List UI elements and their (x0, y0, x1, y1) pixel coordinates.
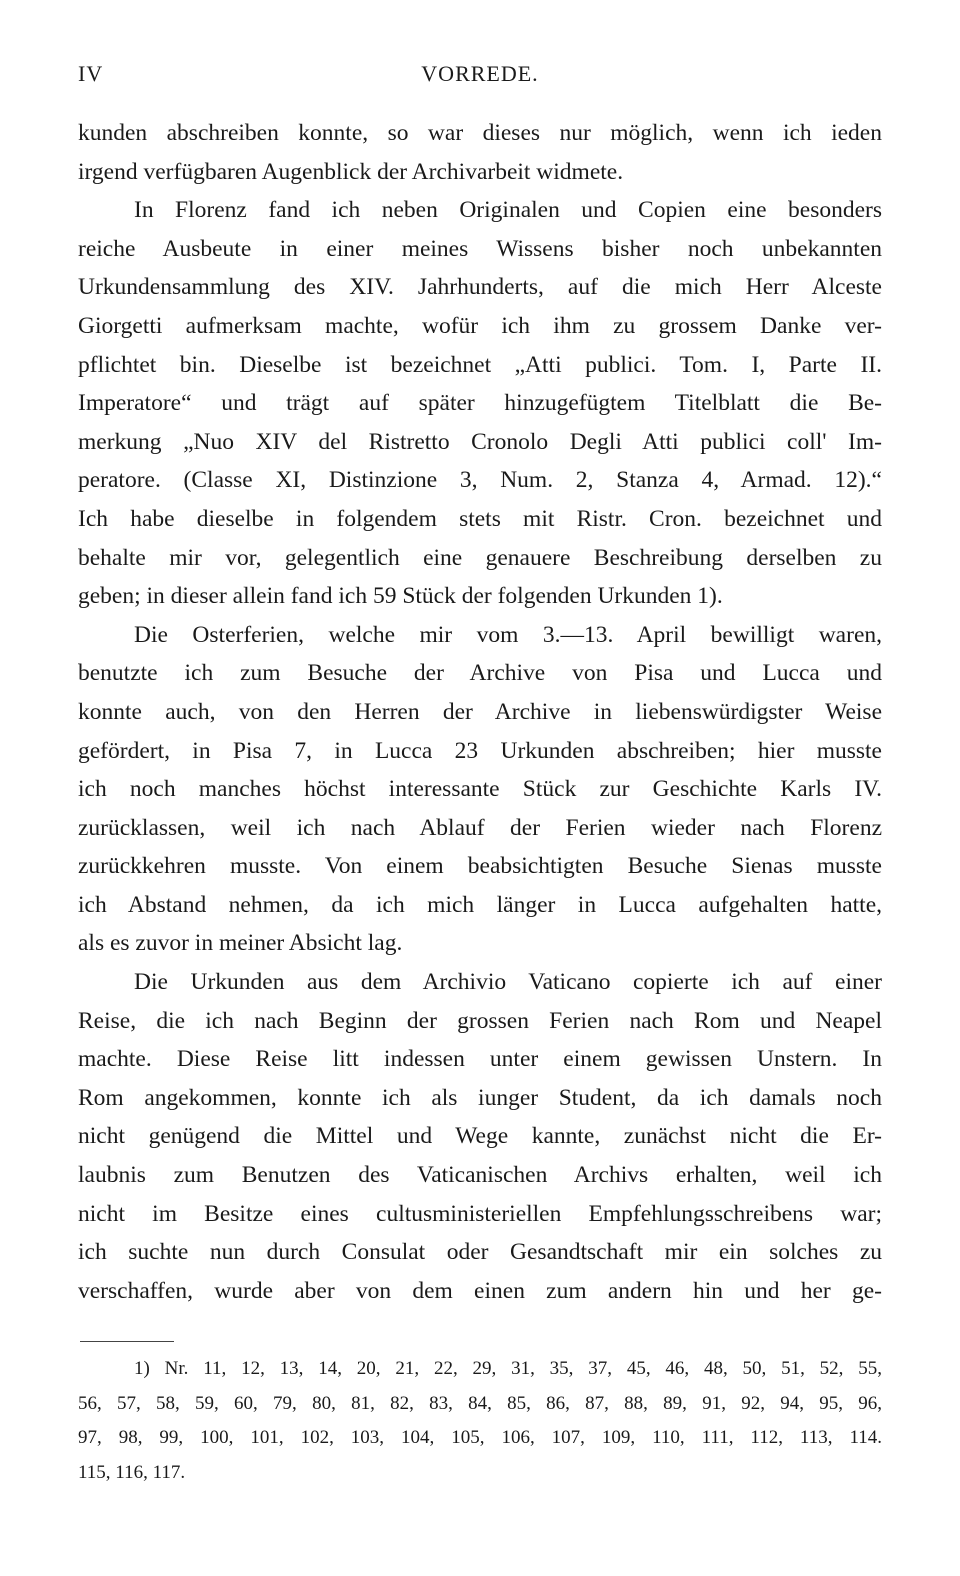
text-line: ich suchte nun durch Consulat oder Gesandtschaft mir ein solches zu (78, 1239, 882, 1266)
text-line: Imperatore“ und trägt auf später hinzugefügtem Titelblatt die Be- (78, 390, 882, 417)
text-line: kunden abschreiben konnte, so war dieses nur möglich, wenn ich ieden (78, 120, 882, 146)
running-title: VORREDE. (421, 61, 539, 86)
footnote-line: 97, 98, 99, 100, 101, 102, 103, 104, 105, 106, 107, 109, 110, 111, 112, 113, 114. (78, 1427, 882, 1448)
text-line: reiche Ausbeute in einer meines Wissens bisher noch unbekannten (78, 235, 882, 262)
text-line: Die Osterferien, welche mir vom 3.—13. April bewilligt waren, (134, 621, 882, 648)
text-line: ich Abstand nehmen, da ich mich länger in Lucca aufgehalten hatte, (78, 891, 882, 918)
text-line: gefördert, in Pisa 7, in Lucca 23 Urkunden abschreiben; hier musste (78, 737, 882, 764)
text-line: behalte mir vor, gelegentlich eine genauere Beschreibung derselben zu (78, 544, 882, 571)
text-line: irgend verfügbaren Augenblick der Archivarbeit widmete. (78, 158, 624, 185)
text-line: nicht genügend die Mittel und Wege kannte, zunächst nicht die Er- (78, 1123, 882, 1150)
text-line: Ich habe dieselbe in folgendem stets mit Ristr. Cron. bezeichnet und (78, 505, 882, 532)
text-line: machte. Diese Reise litt indessen unter einem gewissen Unstern. In (78, 1046, 882, 1073)
text-line: Die Urkunden aus dem Archivio Vaticano copierte ich auf einer (134, 969, 882, 996)
running-head (78, 56, 882, 92)
text-line: pflichtet bin. Dieselbe ist bezeichnet „Atti publici. Tom. I, Parte II. (78, 351, 882, 378)
text-line: merkung „Nuo XIV del Ristretto Cronolo Degli Atti publici coll' Im- (78, 428, 882, 455)
text-line: benutzte ich zum Besuche der Archive von Pisa und Lucca und (78, 660, 882, 687)
text-line: Rom angekommen, konnte ich als iunger Student, da ich damals noch (78, 1084, 882, 1111)
footnote-line: 1) Nr. 11, 12, 13, 14, 20, 21, 22, 29, 31, 35, 37, 45, 46, 48, 50, 51, 52, 55, (134, 1358, 882, 1379)
text-line: laubnis zum Benutzen des Vaticanischen Archivs erhalten, weil ich (78, 1162, 882, 1189)
footnote-divider (80, 1341, 174, 1342)
text-line: nicht im Besitze eines cultusministeriellen Empfehlungsschreibens war; (78, 1200, 882, 1227)
text-line: peratore. (Classe XI, Distinzione 3, Num. 2, Stanza 4, Armad. 12).“ (78, 467, 882, 494)
text-line: ich noch manches höchst interessante Stück zur Geschichte Karls IV. (78, 776, 882, 803)
footnote-line: 115, 116, 117. (78, 1461, 186, 1483)
text-line: In Florenz fand ich neben Originalen und Copien eine besonders (134, 197, 882, 224)
text-line: Giorgetti aufmerksam machte, wofür ich ihm zu grossem Danke ver- (78, 312, 882, 339)
text-line: konnte auch, von den Herren der Archive in liebenswürdigster Weise (78, 698, 882, 725)
text-line: Reise, die ich nach Beginn der grossen Ferien nach Rom und Neapel (78, 1007, 882, 1034)
footnotes (78, 1352, 882, 1490)
text-line: zurücklassen, weil ich nach Ablauf der Ferien wieder nach Florenz (78, 814, 882, 841)
footnote-line: 56, 57, 58, 59, 60, 79, 80, 81, 82, 83, 84, 85, 86, 87, 88, 89, 91, 92, 94, 95, 96, (78, 1392, 882, 1414)
page-number: IV (78, 61, 104, 86)
text-line: geben; in dieser allein fand ich 59 Stück der folgenden Urkunden 1). (78, 583, 723, 610)
text-line: verschaffen, wurde aber von dem einen zum andern hin und her ge- (78, 1277, 882, 1304)
text-line: Urkundensammlung des XIV. Jahrhunderts, auf die mich Herr Alceste (78, 274, 882, 301)
text-line: zurückkehren musste. Von einem beabsichtigten Besuche Sienas musste (78, 853, 882, 880)
text-line: als es zuvor in meiner Absicht lag. (78, 930, 403, 957)
body-text (78, 114, 882, 1310)
